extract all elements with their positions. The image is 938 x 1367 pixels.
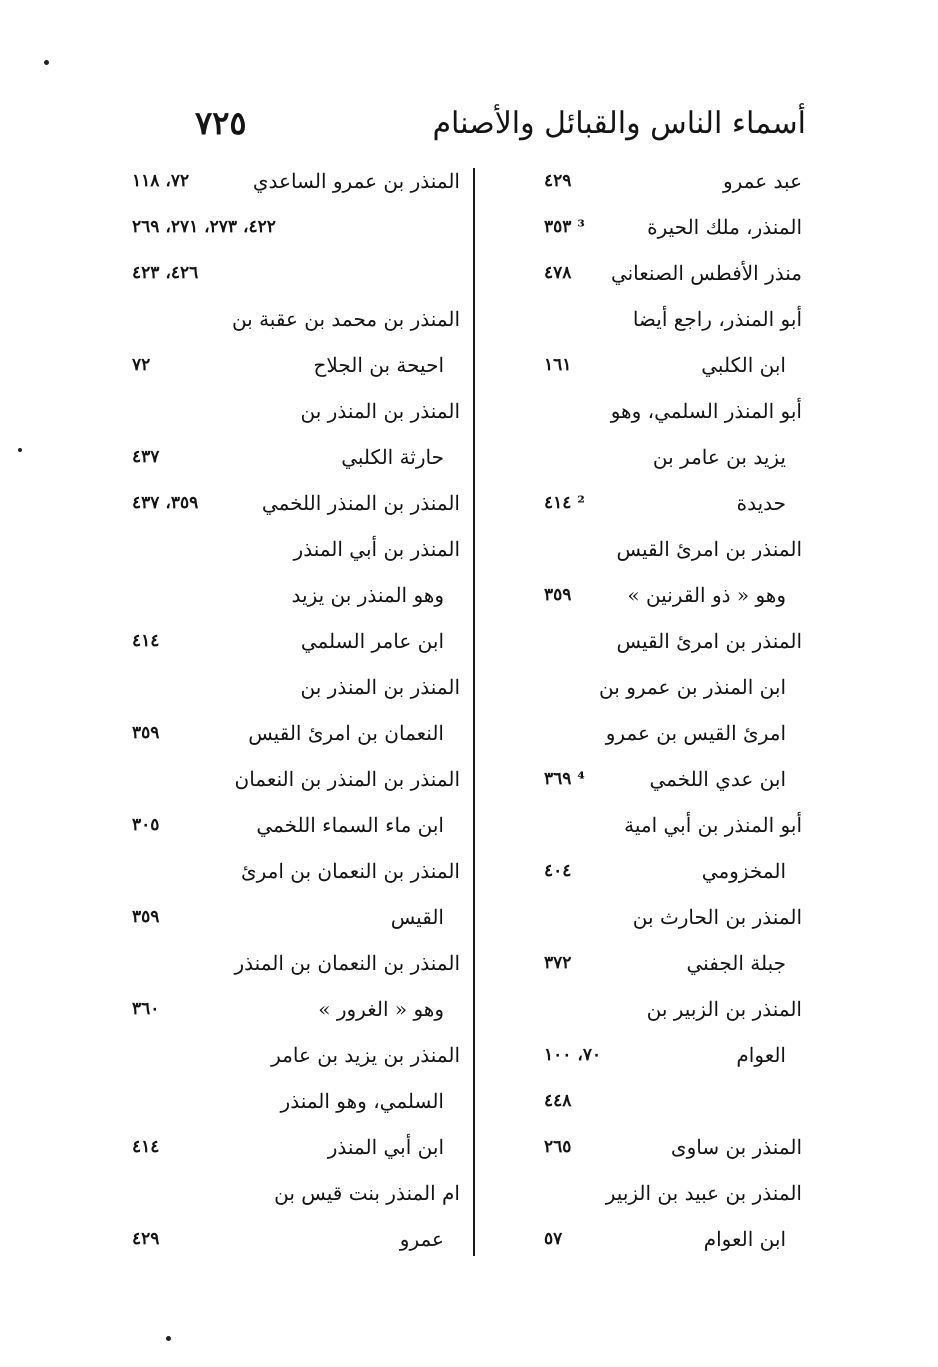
index-entry-row: [462, 802, 802, 848]
index-entry-row: [462, 204, 802, 250]
entry-name: المنذر بن المنذر اللخمي: [261, 491, 460, 515]
page-references: ٣٧٢: [544, 953, 572, 973]
entry-name: المنذر بن محمد بن عقبة بن: [231, 307, 460, 331]
index-entry-row: [132, 388, 460, 434]
index-entry-row: [462, 756, 802, 802]
entry-name: حديدة: [736, 491, 786, 515]
index-entry-row: [132, 894, 460, 940]
page-references: ٣٥٣ ³: [544, 217, 585, 237]
index-entry-row: [132, 1216, 460, 1262]
running-title: أسماء الناس والقبائل والأصنام: [432, 106, 806, 141]
entry-name: المنذر بن الزبير بن: [646, 997, 802, 1021]
entry-name: أبو المنذر، راجع أيضا: [632, 307, 802, 331]
index-entry-row: [132, 250, 460, 296]
page-references: ٤٤٨: [544, 1091, 572, 1111]
index-entry-row: [132, 1078, 460, 1124]
page-references: ٤١٤: [132, 631, 160, 651]
page-references: ٧٢، ١١٨: [132, 171, 190, 191]
entry-name: المنذر بن امرئ القيس: [616, 629, 802, 653]
index-entry-row: [462, 250, 802, 296]
entry-name: ابن الكلبي: [701, 353, 786, 377]
index-entry-row: [132, 158, 460, 204]
index-entry-row: [132, 618, 460, 664]
index-entry-row: [462, 940, 802, 986]
page-references: ٤٢٩: [544, 171, 572, 191]
index-entry-row: [462, 1170, 802, 1216]
entry-name: ابن أبي المنذر: [327, 1135, 444, 1159]
index-entry-row: [462, 618, 802, 664]
entry-name: المنذر بن النعمان بن المنذر: [234, 951, 460, 975]
entry-name: امرئ القيس بن عمرو: [605, 721, 786, 745]
index-entry-row: [132, 940, 460, 986]
entry-name: أبو المنذر السلمي، وهو: [610, 399, 802, 423]
entry-name: يزيد بن عامر بن: [652, 445, 786, 469]
page-references: ٣٥٩: [132, 723, 160, 743]
entry-name: عبد عمرو: [722, 169, 802, 193]
entry-name: المنذر بن أبي المنذر: [293, 537, 460, 561]
index-entry-row: [462, 296, 802, 342]
index-entry-row: [132, 526, 460, 572]
entry-name: السلمي، وهو المنذر: [280, 1089, 444, 1113]
entry-name: ابن عامر السلمي: [300, 629, 444, 653]
page-references: ٧٠، ١٠٠: [544, 1045, 602, 1065]
entry-name: العوام: [736, 1043, 786, 1067]
index-entry-row: [462, 986, 802, 1032]
entry-name: المخزومي: [701, 859, 786, 883]
index-entry-row: [462, 158, 802, 204]
index-entry-row: [132, 986, 460, 1032]
page-references: ٤٠٤: [544, 861, 572, 881]
page-references: ١٦١: [544, 355, 572, 375]
index-entry-row: [132, 480, 460, 526]
ink-speck: [44, 60, 49, 65]
index-entry-row: [462, 710, 802, 756]
index-entry-row: [132, 342, 460, 388]
page-references: ٣٦٩ ⁴: [544, 769, 585, 789]
entry-name: المنذر بن المنذر بن: [300, 675, 460, 699]
entry-name: المنذر بن النعمان بن امرئ: [240, 859, 460, 883]
index-entry-row: [132, 802, 460, 848]
entry-name: وهو المنذر بن يزيد: [291, 583, 444, 607]
index-entry-row: [132, 664, 460, 710]
page-references: ٤٢٦، ٤٢٣: [132, 263, 199, 283]
entry-name: ابن المنذر بن عمرو بن: [599, 675, 786, 699]
index-entry-row: [462, 526, 802, 572]
entry-name: ام المنذر بنت قيس بن: [274, 1181, 460, 1205]
index-entry-row: [462, 342, 802, 388]
ink-speck: [166, 1336, 171, 1341]
entry-name: المنذر بن الحارث بن: [632, 905, 802, 929]
page-references: ٧٢: [132, 355, 151, 375]
entry-name: المنذر بن المنذر بن: [300, 399, 460, 423]
page-references: ٤٢٩: [132, 1229, 160, 1249]
page-references: ٣٥٩: [544, 585, 572, 605]
index-entry-row: [462, 1216, 802, 1262]
entry-name: وهو « ذو القرنين »: [627, 583, 786, 607]
index-entry-row: [462, 572, 802, 618]
page-references: ٣٥٩، ٤٣٧: [132, 493, 199, 513]
entry-name: عمرو: [399, 1227, 444, 1251]
index-entry-row: [132, 756, 460, 802]
page-references: ٤٧٨: [544, 263, 572, 283]
entry-name: النعمان بن امرئ القيس: [248, 721, 444, 745]
index-entry-row: [462, 1078, 802, 1124]
page-references: ٤١٤ ²: [544, 493, 585, 513]
entry-name: احيحة بن الجلاح: [313, 353, 444, 377]
page-references: ٣٠٥: [132, 815, 160, 835]
page-references: ٤٢٢، ٢٧٣، ٢٧١، ٢٦٩: [132, 217, 276, 237]
entry-name: المنذر بن عمرو الساعدي: [252, 169, 460, 193]
entry-name: المنذر بن ساوى: [670, 1135, 802, 1159]
entry-name: منذر الأفطس الصنعاني: [610, 261, 802, 285]
index-entry-row: [132, 710, 460, 756]
index-entry-row: [462, 848, 802, 894]
entry-name: ابن العوام: [703, 1227, 786, 1251]
index-entry-row: [132, 848, 460, 894]
entry-name: المنذر بن يزيد بن عامر: [271, 1043, 460, 1067]
index-column-left: [132, 158, 460, 1262]
page-references: ٣٥٩: [132, 907, 160, 927]
page-references: ٤١٤: [132, 1137, 160, 1157]
index-entry-row: [132, 1170, 460, 1216]
page-references: ٥٧: [544, 1229, 563, 1249]
entry-name: المنذر بن المنذر بن النعمان: [234, 767, 460, 791]
index-entry-row: [132, 204, 460, 250]
page-references: ٤٣٧: [132, 447, 160, 467]
index-column-right: [462, 158, 802, 1262]
entry-name: القيس: [390, 905, 444, 929]
entry-name: وهو « الغرور »: [318, 997, 444, 1021]
index-entry-row: [132, 296, 460, 342]
entry-name: حارثة الكلبي: [341, 445, 444, 469]
index-entry-row: [132, 572, 460, 618]
index-entry-row: [462, 480, 802, 526]
page-references: ٢٦٥: [544, 1137, 572, 1157]
ink-speck: [18, 448, 22, 452]
entry-name: المنذر بن امرئ القيس: [616, 537, 802, 561]
index-entry-row: [462, 664, 802, 710]
index-entry-row: [462, 1032, 802, 1078]
page-number: ٧٢٥: [195, 104, 247, 142]
entry-name: ابن عدي اللخمي: [649, 767, 786, 791]
entry-name: ابن ماء السماء اللخمي: [256, 813, 444, 837]
entry-name: المنذر بن عبيد بن الزبير: [605, 1181, 802, 1205]
index-entry-row: [132, 434, 460, 480]
index-entry-row: [132, 1124, 460, 1170]
index-entry-row: [462, 388, 802, 434]
index-entry-row: [462, 1124, 802, 1170]
entry-name: أبو المنذر بن أبي امية: [624, 813, 802, 837]
index-entry-row: [462, 894, 802, 940]
entry-name: المنذر، ملك الحيرة: [647, 215, 802, 239]
entry-name: جبلة الجفني: [686, 951, 786, 975]
page-references: ٣٦٠: [132, 999, 160, 1019]
index-entry-row: [462, 434, 802, 480]
index-entry-row: [132, 1032, 460, 1078]
